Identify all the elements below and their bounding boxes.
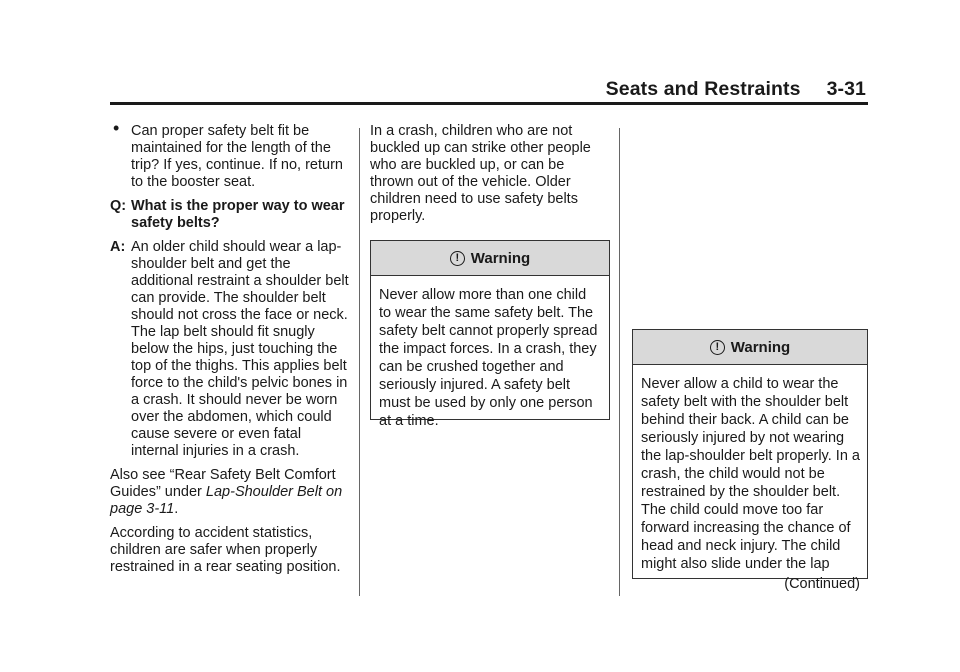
warning-icon: ! [450, 251, 465, 266]
warning-body [633, 365, 867, 603]
warning-title: Warning [730, 338, 791, 356]
bullet-text: Can proper safety belt fit be maintained for the length of the trip? If yes, continue. If no, return to the booster seat. [131, 123, 343, 190]
question [110, 198, 350, 232]
intro-paragraph: In a crash, children who are not buckled up can strike other people who are buckled up, or can be thrown out of the vehicle. Older children need to use safety belts properly. [370, 123, 591, 224]
section-title: Seats and Restraints [605, 78, 801, 100]
page-number: 3-31 [826, 78, 866, 100]
question-text: What is the proper way to wear safety belts? [131, 198, 345, 231]
column-2 [370, 123, 610, 429]
continued-label: (Continued) [784, 576, 860, 592]
warning-header [633, 330, 867, 365]
warning-title: Warning [470, 249, 531, 267]
warning-box [632, 329, 868, 592]
bullet-item [110, 118, 350, 191]
statistics-paragraph: According to accident statistics, children are safer when properly restrained in a rear seating position. [110, 525, 341, 575]
answer-text: An older child should wear a lap-shoulder belt and get the additional restraint a shoulder belt can provide. The shoulder belt should not cross the face or neck. The lap belt should fit snugly below the hips, just touching the top of the thighs. This applies belt force to the child's pelvic bones in a crash. It should never be worn over the abdomen, which could cause severe or even fatal internal injuries in a crash. [131, 239, 349, 459]
warning-text: Never allow a child to wear the safety belt with the shoulder belt behind their back. A child can be seriously injured by not wearing the lap-shoulder belt properly. In a crash, the child would not be restrained by the shoulder belt. The child could move too far forward increasing the chance of head and neck injury. The child might also slide under the lap [641, 376, 860, 572]
column-1 [110, 118, 350, 576]
header-rule [110, 102, 868, 105]
answer [110, 239, 350, 460]
warning-text: Never allow more than one child to wear the same safety belt. The safety belt cannot properly spread the impact forces. In a crash, they can be crushed together and seriously injured. A safety belt must be used by only one person at a time. [379, 287, 598, 429]
bullet-icon: • [113, 118, 120, 138]
warning-header [371, 241, 609, 276]
warning-box [370, 240, 610, 429]
see-also-paragraph: Also see “Rear Safety Belt Comfort Guides” under Lap-Shoulder Belt on page 3-11. [110, 467, 343, 517]
column-divider [619, 128, 620, 596]
warning-icon: ! [710, 340, 725, 355]
cross-reference-link[interactable]: Lap-Shoulder Belt on page 3-11 [110, 484, 343, 517]
answer-label: A: [110, 239, 126, 255]
page-header [0, 78, 866, 101]
question-label: Q: [110, 198, 127, 214]
column-divider [359, 128, 360, 596]
